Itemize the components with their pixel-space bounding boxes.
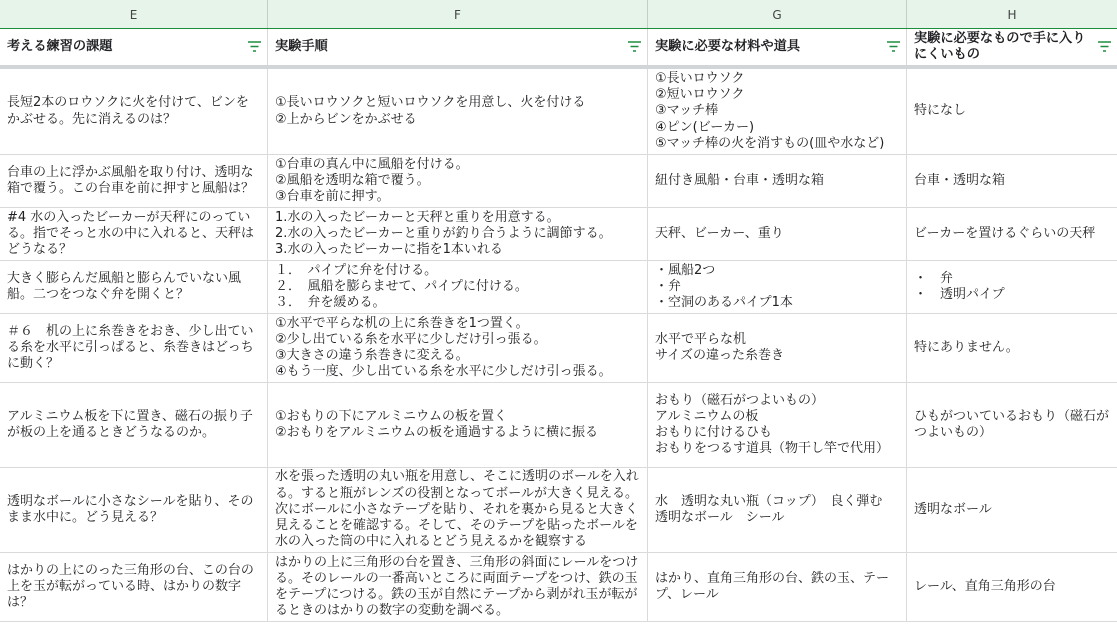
table-row bbox=[0, 383, 1117, 468]
cell-procedure[interactable] bbox=[268, 553, 648, 621]
header-label: 実験手順 bbox=[275, 39, 328, 54]
cell-hard-to-get[interactable] bbox=[907, 553, 1117, 621]
cell-task[interactable] bbox=[0, 553, 268, 621]
cell-text: ①長いロウソク ②短いロウソク ③マッチ棒 ④ピン(ビーカー) ⑤マッチ棒の火を消すもの(皿や水など) bbox=[655, 70, 885, 151]
column-header-g[interactable]: G bbox=[648, 0, 907, 28]
cell-text: 水平で平らな机 サイズの違った糸巻き bbox=[655, 331, 784, 363]
cell-hard-to-get[interactable] bbox=[907, 261, 1117, 313]
cell-text: 大きく膨らんだ風船と膨らんでいない風船。二つをつなぐ弁を開くと？ bbox=[7, 270, 242, 302]
table-row bbox=[0, 155, 1117, 208]
cell-hard-to-get[interactable] bbox=[907, 383, 1117, 467]
cell-materials[interactable] bbox=[648, 314, 907, 382]
cell-text: 台車の上に浮かぶ風船を取り付け、透明な箱で覆う。この台車を前に押すと風船は？ bbox=[7, 164, 255, 196]
header-label: 実験に必要な材料や道具 bbox=[655, 39, 801, 54]
cell-text: #4 水の入ったビーカーが天秤にのっている。指でそっと水の中に入れると、天秤はどうなる？ bbox=[7, 209, 255, 258]
header-row bbox=[0, 29, 1117, 66]
cell-hard-to-get[interactable] bbox=[907, 208, 1117, 260]
cell-text: ①台車の真ん中に風船を付ける。 ②風船を透明な箱で覆う。 ③台車を前に押す。 bbox=[275, 156, 469, 205]
cell-hard-to-get[interactable] bbox=[907, 314, 1117, 382]
header-cell-task[interactable] bbox=[0, 29, 268, 65]
table-row bbox=[0, 314, 1117, 383]
cell-text: 水を張った透明の丸い瓶を用意し、そこに透明のボールを入れる。すると瓶がレンズの役割となってボールが大きく見える。次にボールに小さなテープを貼り、それを裏から見ると大きく見えることを確認する。そして、そのテープを貼ったボールを水の入った筒の中に入れるとどう見えるかを観察する bbox=[275, 469, 639, 550]
cell-task[interactable] bbox=[0, 314, 268, 382]
cell-text: 長短2本のロウソクに火を付けて、ビンをかぶせる。先に消えるのは？ bbox=[7, 95, 249, 127]
cell-text: ・風船2つ ・弁 ・空洞のあるパイプ1本 bbox=[655, 262, 793, 311]
cell-text: ひもがついているおもり（磁石がつよいもの） bbox=[914, 408, 1110, 440]
cell-text: １． パイプに弁を付ける。 ２． 風船を膨らませて、パイプに付ける。 ３． 弁を緩める。 bbox=[275, 262, 528, 311]
cell-procedure[interactable] bbox=[268, 208, 648, 260]
cell-text: はかりの上にのった三角形の台、この台の上を玉が転がっている時、はかりの数字は？ bbox=[7, 562, 254, 611]
cell-materials[interactable] bbox=[648, 155, 907, 207]
cell-text: 水 透明な丸い瓶（コップ） 良く弾む 透明なボール シール bbox=[655, 493, 883, 525]
header-cell-materials[interactable] bbox=[648, 29, 907, 65]
cell-text: ①おもりの下にアルミニウムの板を置く ②おもりをアルミニウムの板を通過するように横に振る bbox=[275, 408, 599, 440]
cell-materials[interactable] bbox=[648, 468, 907, 552]
cell-procedure[interactable] bbox=[268, 261, 648, 313]
cell-text: はかりの上に三角形の台を置き、三角形の斜面にレールをつける。そのレールの一番高いところに両面テープをつけ、鉄の玉をテープにつける。鉄の玉が自然にテープから剥がれ玉が転がるときのはかりの数字の変動を調べる。 bbox=[275, 554, 639, 619]
cell-task[interactable] bbox=[0, 261, 268, 313]
cell-materials[interactable] bbox=[648, 553, 907, 621]
cell-text: ①水平で平らな机の上に糸巻きを1つ置く。 ②少し出ている糸を水平に少しだけ引っ張る。 ③大きさの違う糸巻きに変える。 ④もう一度、少し出ている糸を水平に少しだけ引っ張る。 bbox=[275, 315, 612, 380]
cell-task[interactable] bbox=[0, 69, 268, 154]
cell-procedure[interactable] bbox=[268, 155, 648, 207]
cell-text: 紐付き風船・台車・透明な箱 bbox=[655, 172, 825, 188]
cell-text: ①長いロウソクと短いロウソクを用意し、火を付ける ②上からビンをかぶせる bbox=[275, 95, 586, 127]
cell-task[interactable] bbox=[0, 155, 268, 207]
cell-text: アルミニウム板を下に置き、磁石の振り子が板の上を通るときどうなるのか。 bbox=[7, 408, 253, 440]
cell-hard-to-get[interactable] bbox=[907, 468, 1117, 552]
cell-task[interactable] bbox=[0, 383, 268, 467]
filter-icon[interactable] bbox=[248, 41, 261, 52]
cell-task[interactable] bbox=[0, 208, 268, 260]
cell-text: ＃６ 机の上に糸巻きをおき、少し出ている糸を水平に引っぱると、糸巻きはどっちに動く？ bbox=[7, 323, 254, 372]
cell-procedure[interactable] bbox=[268, 383, 648, 467]
cell-text: レール、直角三角形の台 bbox=[914, 578, 1056, 594]
cell-text: ビーカーを置けるぐらいの天秤 bbox=[914, 225, 1096, 241]
cell-task[interactable] bbox=[0, 468, 268, 552]
cell-hard-to-get[interactable] bbox=[907, 155, 1117, 207]
header-label: 考える練習の課題 bbox=[7, 39, 113, 54]
cell-procedure[interactable] bbox=[268, 314, 648, 382]
cell-materials[interactable] bbox=[648, 383, 907, 467]
column-header-f[interactable]: F bbox=[268, 0, 648, 28]
table-row bbox=[0, 553, 1117, 622]
header-cell-procedure[interactable] bbox=[268, 29, 648, 65]
header-cell-hard-to-get[interactable] bbox=[907, 29, 1117, 65]
filter-icon[interactable] bbox=[1098, 41, 1111, 52]
filter-icon[interactable] bbox=[887, 41, 900, 52]
cell-text: 透明なボールに小さなシールを貼り、そのまま水中に。どう見える？ bbox=[7, 493, 254, 525]
cell-materials[interactable] bbox=[648, 261, 907, 313]
table-row bbox=[0, 261, 1117, 314]
cell-materials[interactable] bbox=[648, 208, 907, 260]
table-row bbox=[0, 468, 1117, 553]
filter-icon[interactable] bbox=[628, 41, 641, 52]
cell-text: ・ 弁 ・ 透明パイプ bbox=[914, 270, 1005, 302]
table-row bbox=[0, 208, 1117, 261]
cell-text: 特になし bbox=[914, 103, 967, 119]
column-header-bar bbox=[0, 0, 1117, 29]
column-header-e[interactable]: E bbox=[0, 0, 268, 28]
cell-materials[interactable] bbox=[648, 69, 907, 154]
cell-procedure[interactable] bbox=[268, 69, 648, 154]
header-label: 実験に必要なもので手に入りにくいもの bbox=[914, 31, 1086, 62]
cell-text: 透明なボール bbox=[914, 501, 992, 517]
cell-text: はかり、直角三角形の台、鉄の玉、テープ、レール bbox=[655, 570, 890, 602]
cell-text: おもり（磁石がつよいもの） アルミニウムの板 おもりに付けるひも おもりをつるす道具（物干し竿で代用） bbox=[655, 392, 890, 457]
cell-hard-to-get[interactable] bbox=[907, 69, 1117, 154]
cell-text: 台車・透明な箱 bbox=[914, 172, 1006, 188]
cell-procedure[interactable] bbox=[268, 468, 648, 552]
table-row bbox=[0, 69, 1117, 155]
cell-text: 天秤、ビーカー、重り bbox=[655, 225, 784, 241]
cell-text: 特にありません。 bbox=[914, 339, 1019, 355]
cell-text: 1.水の入ったビーカーと天秤と重りを用意する。 2.水の入ったビーカーと重りが釣り合うように調節する。 3.水の入ったビーカーに指を1本いれる bbox=[275, 209, 612, 258]
column-header-h[interactable]: H bbox=[1007, 8, 1017, 22]
